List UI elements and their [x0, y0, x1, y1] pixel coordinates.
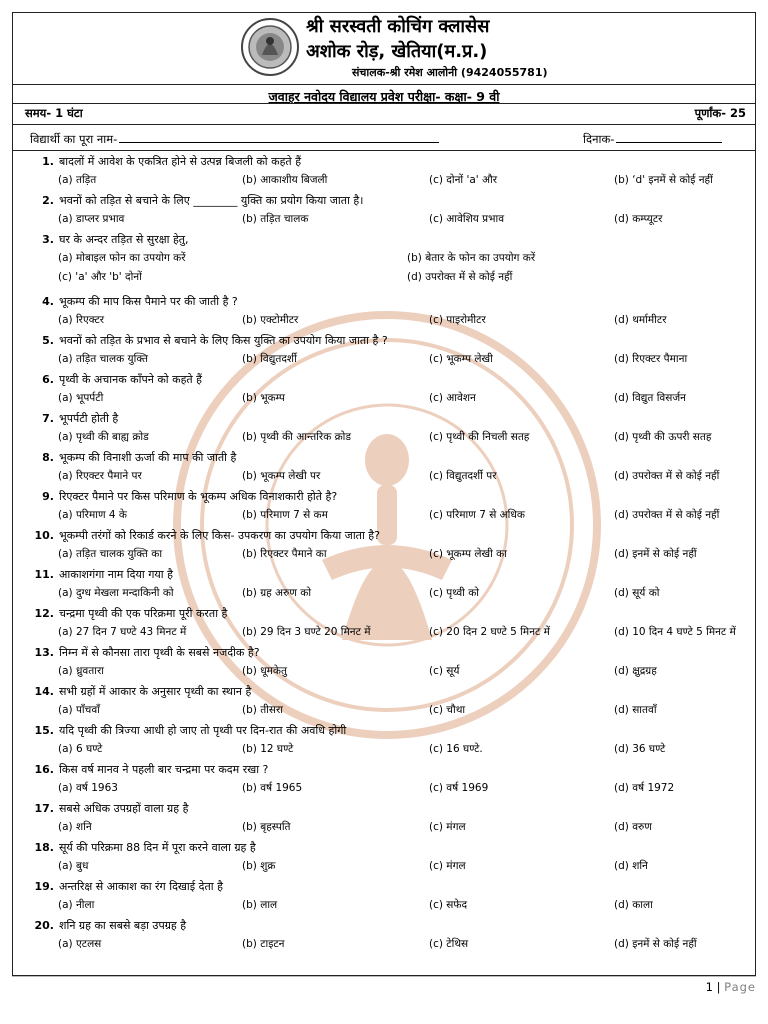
answer-option: (b) बृहस्पति [242, 821, 291, 833]
answer-option: (b) तड़ित चालक [242, 213, 309, 225]
question-stem: किस वर्ष मानव ने पहली बार चन्द्रमा पर कदम रखा ? [59, 763, 269, 776]
answer-option: (b) विद्युतदर्शी [242, 353, 297, 365]
question-stem: भूकम्प की विनाशी ऊर्जा की माप की जाती है [59, 451, 237, 464]
question-number: 9. [42, 490, 54, 503]
question-item [18, 645, 748, 684]
answer-option: (a) रिएक्टर [58, 314, 105, 326]
question-text [18, 193, 363, 208]
answer-option: (b) 29 दिन 3 घण्टे 20 मिनट में [242, 626, 371, 638]
question-number: 6. [42, 373, 54, 386]
answer-option: (b) परिमाण 7 से कम [242, 509, 328, 521]
question-stem: पृथ्वी के अचानक काँपने को कहते हैं [59, 373, 203, 386]
answer-option: (c) आवेशन [429, 392, 476, 404]
answer-option: (c) 20 दिन 2 घण्टे 5 मिनट में [429, 626, 550, 638]
question-text [18, 528, 380, 543]
answer-option: (a) 6 घण्टे [58, 743, 103, 755]
answer-option: (d) सातवाँ [614, 704, 657, 716]
answer-option: (a) दुग्ध मेखला मन्दाकिनी को [58, 587, 174, 599]
question-text [18, 154, 301, 169]
question-text [18, 333, 388, 348]
answer-option: (d) उपरोक्त में से कोई नहीं [614, 470, 720, 482]
page-separator: | [716, 980, 721, 994]
answer-option: (c) वर्ष 1969 [429, 782, 489, 794]
answer-option: (c) 'a' और 'b' दोनों [58, 271, 142, 283]
exam-title: जवाहर नवोदय विद्यालय प्रवेश परीक्षा- कक्षा- 9 वी [268, 89, 500, 104]
page-number: 1 [705, 980, 713, 994]
question-item [18, 528, 748, 567]
question-item [18, 232, 748, 283]
footer-divider [12, 976, 756, 977]
exam-time: समय- 1 घंटा [25, 106, 83, 120]
answer-option: (d) उपरोक्त में से कोई नहीं [407, 271, 513, 283]
answer-option: (c) सूर्य [429, 665, 460, 677]
question-text [18, 879, 223, 894]
answer-option: (b) टाइटन [242, 938, 285, 950]
answer-option: (a) ध्रुवतारा [58, 665, 104, 677]
question-item [18, 801, 748, 840]
question-number: 4. [42, 295, 54, 308]
question-item [18, 762, 748, 801]
question-item [18, 193, 748, 232]
question-stem: भूकम्पी तरंगों को रिकार्ड करने के लिए किस- उपकरण का उपयोग किया जाता है? [59, 529, 380, 542]
answer-option: (a) तड़ित [58, 174, 97, 186]
answer-option: (b) शुक्र [242, 860, 276, 872]
question-text [18, 489, 337, 504]
question-item [18, 333, 748, 372]
question-number: 2. [42, 194, 54, 207]
answer-option: (b) एक्टोमीटर [242, 314, 299, 326]
answer-option: (a) नीला [58, 899, 95, 911]
question-number: 7. [42, 412, 54, 425]
question-number: 20. [34, 919, 54, 932]
question-stem: भूकम्प की माप किस पैमाने पर की जाती है ? [59, 295, 238, 308]
answer-option: (d) पृथ्वी की ऊपरी सतह [614, 431, 712, 443]
date-blank [616, 131, 722, 143]
institute-logo [240, 17, 300, 77]
student-name-blank [119, 131, 439, 143]
question-item [18, 372, 748, 411]
answer-option: (a) पाँचवाँ [58, 704, 100, 716]
question-number: 1. [42, 155, 54, 168]
question-number: 8. [42, 451, 54, 464]
answer-option: (a) परिमाण 4 के [58, 509, 127, 521]
question-item [18, 450, 748, 489]
answer-option: (a) पृथ्वी की बाह्य क्रोड [58, 431, 149, 443]
question-stem: अन्तरिक्ष से आकाश का रंग दिखाई देता है [59, 880, 223, 893]
question-number: 15. [34, 724, 54, 737]
answer-option: (d) 36 घण्टे [614, 743, 666, 755]
page-label: Page [724, 980, 756, 994]
answer-option: (c) सफेद [429, 899, 468, 911]
answer-option: (d) इनमें से कोई नहीं [614, 938, 697, 950]
question-item [18, 879, 748, 918]
answer-option: (d) विद्युत विसर्जन [614, 392, 686, 404]
question-stem: रिएक्टर पैमाने पर किस परिमाण के भूकम्प अधिक विनाशकारी होते है? [59, 490, 338, 503]
question-item [18, 294, 748, 333]
answer-option: (c) परिमाण 7 से अधिक [429, 509, 525, 521]
answer-option: (d) क्षुद्रग्रह [614, 665, 657, 677]
question-stem: घर के अन्दर तड़ित से सुरक्षा हेतु, [59, 233, 189, 246]
answer-option: (b) भूकम्प लेखी पर [242, 470, 321, 482]
question-text [18, 840, 256, 855]
director-contact: संचालक-श्री रमेश आलोनी (9424055781) [352, 66, 548, 79]
date-field [583, 131, 722, 147]
question-text [18, 232, 189, 247]
question-stem: भवनों को तड़ित से बचाने के लिए ________ युक्ति का प्रयोग किया जाता है। [59, 194, 364, 207]
question-stem: भवनों को तड़ित के प्रभाव से बचाने के लिए किस युक्ति का उपयोग किया जाता है ? [59, 334, 388, 347]
answer-option: (b) रिएक्टर पैमाने का [242, 548, 327, 560]
answer-option: (a) एटलस [58, 938, 102, 950]
answer-option: (d) थर्मामीटर [614, 314, 667, 326]
question-number: 11. [34, 568, 54, 581]
question-stem: सूर्य की परिक्रमा 88 दिन में पूरा करने वाला ग्रह है [59, 841, 256, 854]
question-number: 12. [34, 607, 54, 620]
student-name-field [30, 131, 439, 147]
question-text [18, 450, 236, 465]
answer-option: (c) 16 घण्टे. [429, 743, 483, 755]
answer-option: (a) बुध [58, 860, 89, 872]
answer-option: (d) शनि [614, 860, 648, 872]
institute-name: श्री सरस्वती कोचिंग क्लासेस [306, 16, 490, 37]
answer-option: (b) ग्रह अरुण को [242, 587, 312, 599]
question-stem: यदि पृथ्वी की त्रिज्या आधी हो जाए तो पृथ्वी पर दिन-रात की अवधि होगी [59, 724, 347, 737]
answer-option: (d) 10 दिन 4 घण्टे 5 मिनट में [614, 626, 736, 638]
question-number: 16. [34, 763, 54, 776]
answer-option: (a) 27 दिन 7 घण्टे 43 मिनट में [58, 626, 187, 638]
question-text [18, 411, 118, 426]
answer-option: (d) वरुण [614, 821, 652, 833]
question-number: 14. [34, 685, 54, 698]
answer-option: (d) सूर्य को [614, 587, 660, 599]
question-item [18, 411, 748, 450]
question-item [18, 918, 748, 957]
answer-option: (b) वर्ष 1965 [242, 782, 303, 794]
answer-option: (c) भूकम्प लेखी [429, 353, 493, 365]
answer-option: (d) रिएक्टर पैमाना [614, 353, 688, 365]
answer-option: (c) पृथ्वी को [429, 587, 479, 599]
answer-option: (a) तड़ित चालक युक्ति [58, 353, 148, 365]
answer-option: (c) टेथिस [429, 938, 469, 950]
page-footer [706, 980, 756, 994]
date-label: दिनाक- [583, 132, 615, 146]
max-marks: पूर्णांक- 25 [694, 106, 746, 120]
answer-option: (b) ‘d' इनमें से कोई नहीं [614, 174, 713, 186]
answer-option: (c) मंगल [429, 821, 466, 833]
question-item [18, 567, 748, 606]
answer-option: (b) तीसरा [242, 704, 284, 716]
question-stem: सभी ग्रहों में आकार के अनुसार पृथ्वी का स्थान है [59, 685, 252, 698]
answer-option: (c) चौथा [429, 704, 466, 716]
answer-option: (a) रिएक्टर पैमाने पर [58, 470, 142, 482]
question-number: 17. [34, 802, 54, 815]
answer-option: (a) मोबाइल फोन का उपयोग करें [58, 252, 186, 264]
answer-option: (d) वर्ष 1972 [614, 782, 675, 794]
answer-option: (b) लाल [242, 899, 278, 911]
answer-option: (b) बेतार के फोन का उपयोग करें [407, 252, 536, 264]
question-text [18, 606, 227, 621]
question-number: 5. [42, 334, 54, 347]
divider [12, 124, 756, 125]
question-item [18, 606, 748, 645]
answer-option: (c) पृथ्वी की निचली सतह [429, 431, 530, 443]
question-number: 3. [42, 233, 54, 246]
question-number: 13. [34, 646, 54, 659]
answer-option: (a) भूपर्पटी [58, 392, 104, 404]
question-text [18, 801, 188, 816]
answer-option: (c) पाइरोमीटर [429, 314, 486, 326]
answer-option: (d) इनमें से कोई नहीं [614, 548, 697, 560]
divider [12, 103, 756, 104]
answer-option: (b) धूमकेतु [242, 665, 287, 677]
answer-option: (c) विद्युतदर्शी पर [429, 470, 497, 482]
answer-option: (a) वर्ष 1963 [58, 782, 118, 794]
divider [12, 84, 756, 85]
question-text [18, 918, 186, 933]
question-item [18, 154, 748, 193]
question-item [18, 723, 748, 762]
question-text [18, 294, 238, 309]
answer-option: (c) आवेशिय प्रभाव [429, 213, 505, 225]
answer-option: (a) शनि [58, 821, 92, 833]
question-text [18, 723, 346, 738]
question-number: 19. [34, 880, 54, 893]
question-stem: चन्द्रमा पृथ्वी की एक परिक्रमा पूरी करता है [59, 607, 228, 620]
answer-option: (d) उपरोक्त में से कोई नहीं [614, 509, 720, 521]
answer-option: (c) भूकम्प लेखी का [429, 548, 507, 560]
answer-option: (d) कम्प्यूटर [614, 213, 663, 225]
question-item [18, 684, 748, 723]
student-name-label: विद्यार्थी का पूरा नाम- [30, 132, 118, 146]
question-stem: आकाशगंगा नाम दिया गया है [59, 568, 173, 581]
question-text [18, 645, 260, 660]
question-number: 18. [34, 841, 54, 854]
question-stem: बादलों में आवेश के एकत्रित होने से उत्पन्न बिजली को कहते हैं [59, 155, 302, 168]
question-stem: भूपर्पटी होती है [59, 412, 119, 425]
answer-option: (b) भूकम्प [242, 392, 285, 404]
question-stem: शनि ग्रह का सबसे बड़ा उपग्रह है [59, 919, 187, 932]
question-item [18, 489, 748, 528]
answer-option: (b) 12 घण्टे [242, 743, 294, 755]
question-text [18, 567, 173, 582]
question-number: 10. [34, 529, 54, 542]
question-text [18, 684, 251, 699]
question-item [18, 840, 748, 879]
answer-option: (d) काला [614, 899, 653, 911]
question-stem: सबसे अधिक उपग्रहों वाला ग्रह है [59, 802, 189, 815]
institute-address: अशोक रोड़, खेतिया(म.प्र.) [306, 41, 488, 62]
answer-option: (b) पृथ्वी की आन्तरिक क्रोड [242, 431, 351, 443]
question-text [18, 372, 202, 387]
answer-option: (b) आकाशीय बिजली [242, 174, 328, 186]
answer-option: (a) डाप्लर प्रभाव [58, 213, 125, 225]
divider [12, 150, 756, 151]
question-stem: निम्न में से कौनसा तारा पृथ्वी के सबसे नजदीक है? [59, 646, 260, 659]
answer-option: (a) तड़ित चालक युक्ति का [58, 548, 163, 560]
answer-option: (c) मंगल [429, 860, 466, 872]
question-text [18, 762, 268, 777]
answer-option: (c) दोनों 'a' और [429, 174, 498, 186]
